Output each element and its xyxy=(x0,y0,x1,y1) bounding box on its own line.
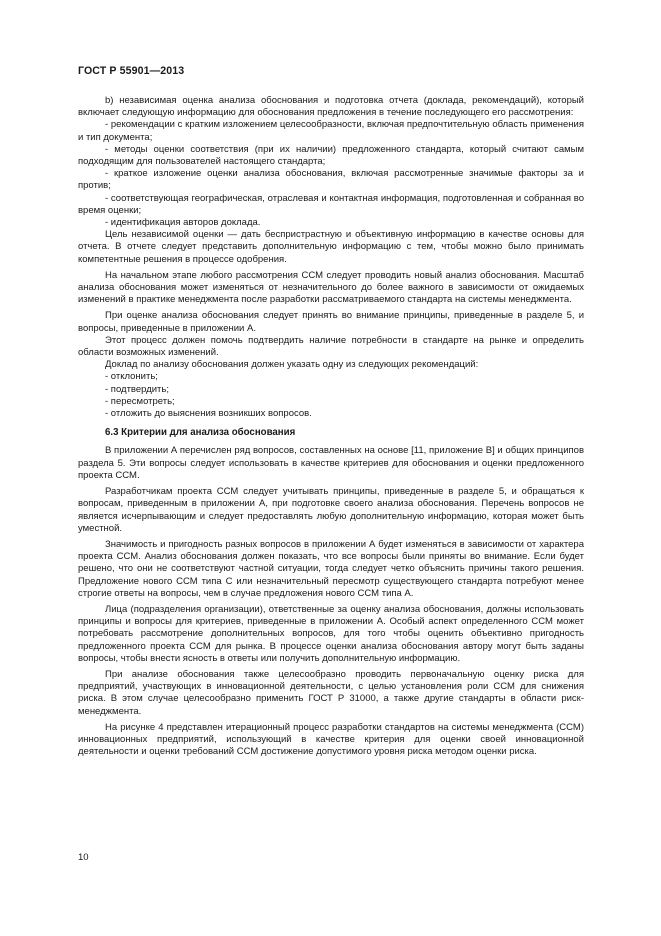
body-paragraph: На начальном этапе любого рассмотрения ССМ следует проводить новый анализ обоснования. Масштаб анализа обоснования может изменяться от незначительного до более важного в зависимости от ожидаемых изменений в практике менеджмента после разработки рассматриваемого стандарта на системы менеджмента. xyxy=(78,269,584,306)
section-heading: 6.3 Критерии для анализа обоснования xyxy=(105,427,296,439)
body-paragraph: В приложении А перечислен ряд вопросов, составленных на основе [11, приложение В] и общих принципов раздела 5. Эти вопросы следует использовать в качестве критериев для обоснования и оценки предложенного проекта ССМ. xyxy=(78,445,584,481)
body-paragraph: Разработчикам проекта ССМ следует учитывать принципы, приведенные в разделе 5, и обращаться к вопросам, приведенным в приложении А, при подготовке своего анализа обоснования. Перечень вопросов не является исчерпывающим и следует предоставлять любую дополнительную информацию, которая может быть уместной. xyxy=(78,486,584,534)
document-body xyxy=(78,95,584,758)
list-item: - рекомендации с кратким изложением целесообразности, включая предпочтительную область применения и тип документа; xyxy=(78,119,584,143)
list-item: - пересмотреть; xyxy=(105,395,175,407)
list-item: - отложить до выяснения возникших вопросов. xyxy=(105,408,312,420)
list-item: - соответствующая географическая, отраслевая и контактная информация, подготовленная и собранная во время оценки; xyxy=(78,192,584,216)
body-paragraph: b) независимая оценка анализа обоснования и подготовка отчета (доклада, рекомендаций), который включает следующую информацию для обоснования предложения в течение последующего его рассмотрения: xyxy=(78,95,584,119)
body-paragraph: Этот процесс должен помочь подтвердить наличие потребности в стандарте на рынке и определить области возможных изменений. xyxy=(78,334,584,359)
body-paragraph: При анализе обоснования также целесообразно проводить первоначальную оценку риска для предприятий, участвующих в инновационной деятельности, с целью установления роли ССМ для снижения риска. В этом случае целесообразно применить ГОСТ Р 31000, а также другие стандарты в области риск-менеджмента. xyxy=(78,668,584,717)
body-paragraph: При оценке анализа обоснования следует принять во внимание принципы, приведенные в разделе 5, и вопросы, приведенные в приложении А. xyxy=(78,310,584,334)
page-number: 10 xyxy=(78,852,89,863)
list-item: - отклонить; xyxy=(105,371,158,383)
body-paragraph: На рисунке 4 представлен итерационный процесс разработки стандартов на системы менеджмента (ССМ) инновационных предприятий, использующий в качестве критерия для оценки своей инновационной деятельности и оценки требований ССМ достижение допустимого уровня риска методом оценки риска. xyxy=(78,721,584,758)
body-paragraph: Лица (подразделения организации), ответственные за оценку анализа обоснования, должны использовать принципы и вопросы для критериев, приведенные в приложении А. Особый аспект определенного ССМ может потребовать рассмотрение дополнительных вопросов, для того чтобы оценить объективно пригодность предложенного проекта ССМ для рынка. В процессе оценки анализа обоснования автору могут быть заданы вопросы, чтобы внести ясность в ответы или получить дополнительную информацию. xyxy=(78,603,584,664)
list-item: - методы оценки соответствия (при их наличии) предложенного стандарта, который считают самым подходящим для пользователей настоящего стандарта; xyxy=(78,143,584,168)
list-item: - подтвердить; xyxy=(105,383,169,395)
body-paragraph: Доклад по анализу обоснования должен указать одну из следующих рекомендаций: xyxy=(105,359,479,371)
list-item: - идентификация авторов доклада. xyxy=(105,217,261,229)
body-paragraph: Цель независимой оценки — дать беспристрастную и объективную информацию в качестве основы для отчета. В отчете следует представить дополнительную информацию с тем, чтобы можно было принимать компетентные решения в процессе одобрения. xyxy=(78,229,584,265)
list-item: - краткое изложение оценки анализа обоснования, включая рассмотренные значимые факторы за и против; xyxy=(78,168,584,192)
document-code-header: ГОСТ Р 55901—2013 xyxy=(78,65,185,77)
body-paragraph: Значимость и пригодность разных вопросов в приложении А будет изменяться в зависимости от характера проекта ССМ. Анализ обоснования должен показать, что все вопросы были приняты во внимание. Если будет решено, что они не соответствуют частной ситуации, тогда следует четко объяснить причины такого решения. Предложение нового ССМ типа С или незначительный пересмотр существующего стандарта потребуют менее строгие ответы на вопросы, чем в случае предложения нового ССМ типа А. xyxy=(78,538,584,599)
